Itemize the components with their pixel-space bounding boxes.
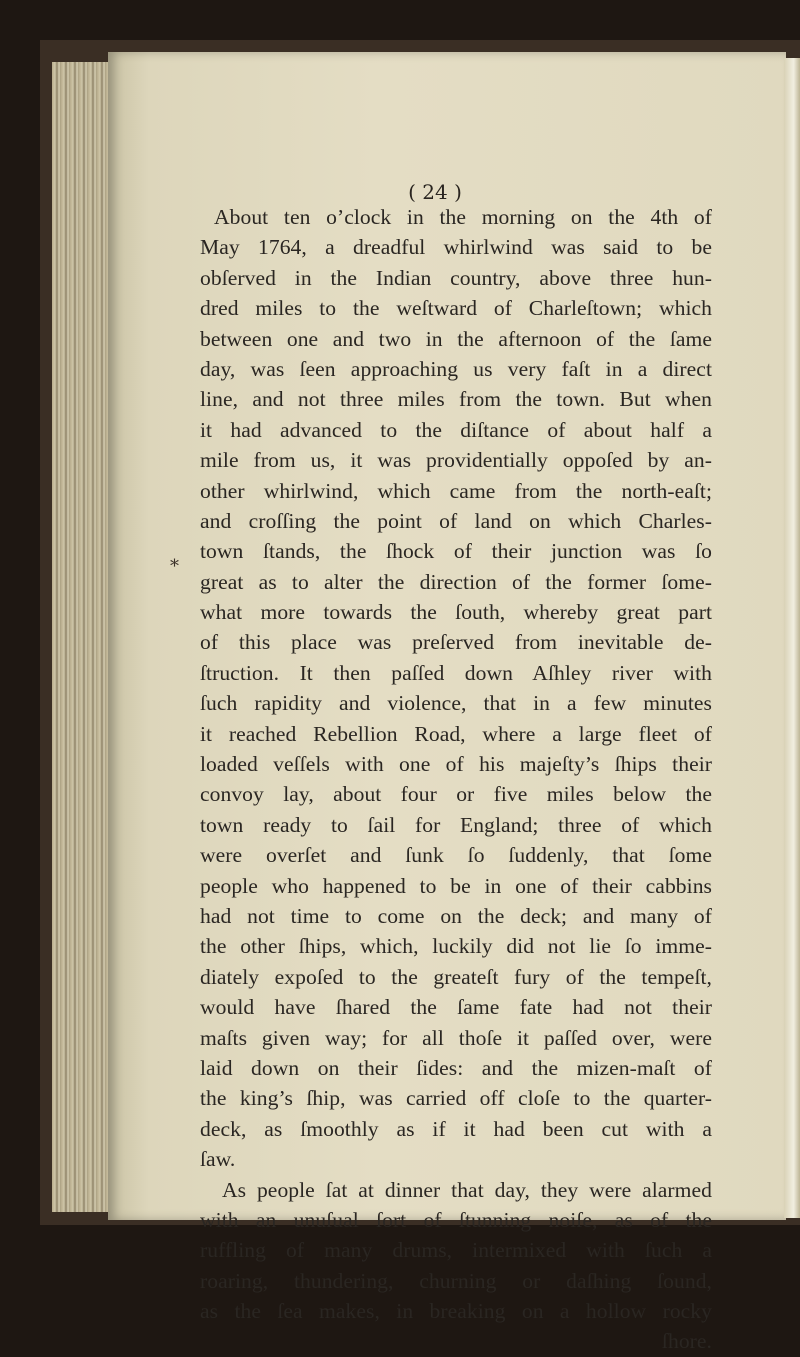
text-line: obſerved in the Indian country, above three hun-	[200, 265, 712, 290]
margin-mark: *	[170, 556, 179, 577]
text-line: convoy lay, about four or five miles below the	[200, 782, 712, 807]
text-line: other whirlwind, which came from the north-eaſt;	[200, 478, 712, 503]
text-line: the king’s ſhip, was carried off cloſe to the quarter-	[200, 1086, 712, 1111]
text-line: loaded veſſels with one of his majeſty’s ſhips their	[200, 752, 712, 777]
text-line: diately expoſed to the greateſt fury of the tempeſt,	[200, 964, 712, 989]
text-line: great as to alter the direction of the former ſome-	[200, 569, 712, 594]
text-line: people who happened to be in one of their cabbins	[200, 873, 712, 898]
text-line: with an unuſual ſort of ſtunning noiſe, as of the	[200, 1207, 712, 1232]
text-line: it had advanced to the diſtance of about half a	[200, 417, 712, 442]
catchword: ſhore.	[661, 1329, 712, 1354]
text-line: what more towards the ſouth, whereby great part	[200, 600, 712, 625]
text-line: were overſet and ſunk ſo ſuddenly, that ſome	[200, 843, 712, 868]
text-line: laid down on their ſides: and the mizen-maſt of	[200, 1055, 712, 1080]
text-line: and croſſing the point of land on which Charles-	[200, 508, 712, 533]
text-line: of this place was preſerved from inevitable de-	[200, 630, 712, 655]
text-line: deck, as ſmoothly as if it had been cut with a	[200, 1116, 712, 1141]
text-line: town ready to ſail for England; three of which	[200, 812, 712, 837]
text-line: ſaw.	[200, 1147, 236, 1172]
text-line: between one and two in the afternoon of the ſame	[200, 326, 712, 351]
text-line: dred miles to the weſtward of Charleſtown; which	[200, 296, 712, 321]
text-line: roaring, thundering, churning or daſhing ſound,	[200, 1268, 712, 1293]
book-spine-edge	[52, 62, 110, 1212]
text-line: day, was ſeen approaching us very faſt in a direct	[200, 356, 712, 381]
paragraph-1	[200, 202, 712, 1175]
text-line: the other ſhips, which, luckily did not lie ſo imme-	[200, 934, 712, 959]
text-line: maſts given way; for all thoſe it paſſed over, were	[200, 1025, 712, 1050]
text-line: line, and not three miles from the town. But when	[200, 387, 712, 412]
page-edge	[784, 58, 800, 1218]
text-line: town ſtands, the ſhock of their junction was ſo	[200, 539, 712, 564]
paragraph-2	[200, 1175, 712, 1327]
text-line: as the ſea makes, in breaking on a hollow rocky	[200, 1299, 712, 1324]
page-number: ( 24 )	[408, 180, 462, 204]
text-line: About ten o’clock in the morning on the 4th of	[214, 205, 712, 229]
text-line: it reached Rebellion Road, where a large fleet of	[200, 721, 712, 746]
text-line: As people ſat at dinner that day, they were alarmed	[222, 1177, 712, 1202]
text-line: would have ſhared the ſame fate had not their	[200, 995, 712, 1020]
text-line: May 1764, a dreadful whirlwind was said to be	[200, 235, 712, 260]
text-line: ruffling of many drums, intermixed with ſuch a	[200, 1238, 712, 1263]
page-text	[200, 202, 712, 1357]
text-line: mile from us, it was providentially oppoſed by an-	[200, 448, 712, 473]
text-line: ſtruction. It then paſſed down Aſhley river with	[200, 660, 712, 685]
text-line: ſuch rapidity and violence, that in a few minutes	[200, 691, 712, 716]
text-line: had not time to come on the deck; and many of	[200, 903, 712, 928]
